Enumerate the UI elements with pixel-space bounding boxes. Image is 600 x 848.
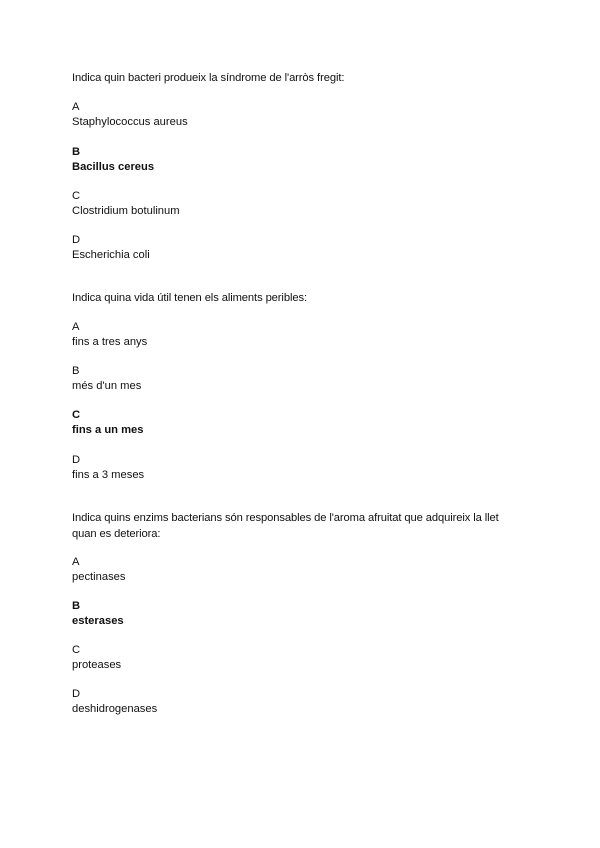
option-3c: [72, 643, 121, 673]
option-answer: Staphylococcus aureus: [72, 116, 188, 128]
question-text: Indica quins enzims bacterians són responsables de l'aroma afruitat que adquireix la llet quan es deteriora:: [72, 512, 499, 540]
option-letter: D: [72, 688, 81, 700]
option-2a: [72, 320, 147, 350]
option-letter: D: [72, 454, 81, 466]
option-answer: fins a 3 meses: [72, 469, 145, 481]
option-2d: [72, 453, 144, 483]
question-text: Indica quin bacteri produeix la síndrome de l'arròs fregit:: [72, 72, 345, 84]
option-letter: A: [72, 556, 80, 568]
option-3d: [72, 687, 157, 717]
option-2c-correct: [72, 408, 144, 438]
option-answer: Bacillus cereus: [72, 161, 155, 173]
option-letter: C: [72, 190, 81, 202]
option-3a: [72, 555, 126, 585]
option-letter: B: [72, 600, 81, 612]
document-page: [72, 0, 532, 848]
option-letter: C: [72, 409, 81, 421]
option-answer: fins a un mes: [72, 424, 144, 436]
question-2: [72, 290, 532, 306]
option-1c: [72, 189, 180, 219]
option-letter: A: [72, 101, 80, 113]
option-letter: B: [72, 146, 81, 158]
option-answer: fins a tres anys: [72, 336, 148, 348]
option-1b-correct: [72, 145, 154, 175]
question-3: [72, 510, 512, 542]
question-text: Indica quina vida útil tenen els aliments peribles:: [72, 292, 307, 304]
option-answer: més d'un mes: [72, 380, 142, 392]
option-answer: deshidrogenases: [72, 703, 158, 715]
option-1a: [72, 100, 188, 130]
option-answer: pectinases: [72, 571, 126, 583]
question-1: [72, 70, 532, 86]
option-1d: [72, 233, 150, 263]
option-answer: Clostridium botulinum: [72, 205, 180, 217]
option-2b: [72, 364, 141, 394]
option-answer: esterases: [72, 615, 124, 627]
option-3b-correct: [72, 599, 124, 629]
option-answer: Escherichia coli: [72, 249, 150, 261]
option-letter: B: [72, 365, 80, 377]
option-letter: C: [72, 644, 81, 656]
option-answer: proteases: [72, 659, 122, 671]
option-letter: D: [72, 234, 81, 246]
option-letter: A: [72, 321, 80, 333]
